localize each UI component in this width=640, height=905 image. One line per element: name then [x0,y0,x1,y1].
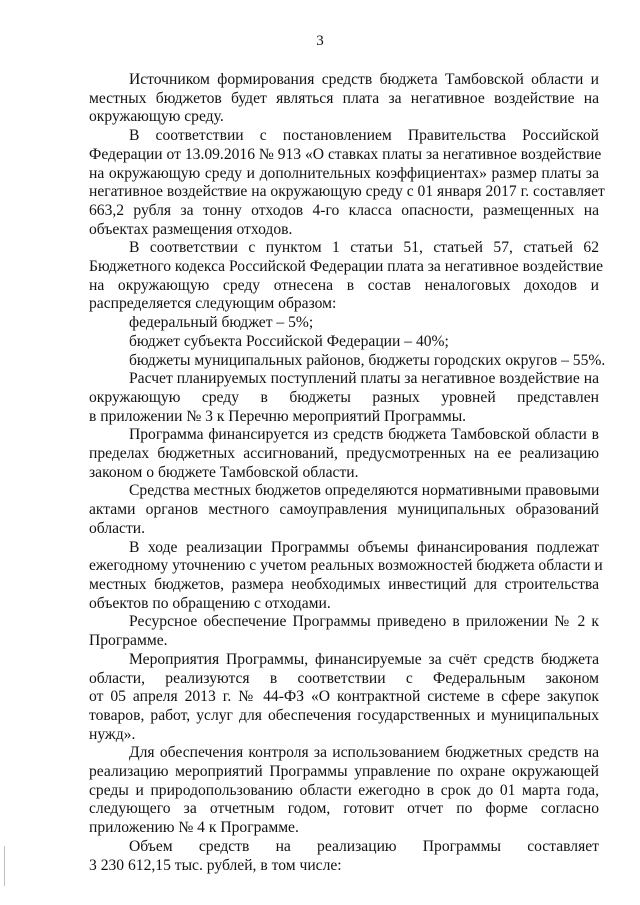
text-line: Средства местных бюджетов определяются нормативными правовыми [129,482,600,500]
paragraph [89,651,599,745]
paragraph [89,127,605,239]
list-item: бюджеты муниципальных районов, бюджеты городских округов – 55%. [129,351,606,369]
text-line: негативное воздействие на окружающую среду с 01 января 2017 г. составляет [89,183,605,201]
text-line: реализацию мероприятий Программы управление по охране окружающей [89,763,599,781]
text-line: В соответствии с постановлением Правительства Российской [129,127,599,145]
text-line: Источником формирования средств бюджета Тамбовской области и [129,71,599,88]
list-item: бюджет субъекта Российской Федерации – 40%; [129,332,449,350]
text-line: В соответствии с пунктом 1 статьи 51, статьей 57, статьей 62 [129,239,599,257]
text-line: товаров, работ, услуг для обеспечения государственных и муниципальных [89,706,599,724]
paragraph [89,426,599,482]
text-line: В ходе реализации Программы объемы финансирования подлежат [129,538,599,556]
text-line: Расчет планируемых поступлений платы за негативное воздействие на [129,370,599,388]
text-line: Мероприятия Программы, финансируемые за счёт средств бюджета [129,650,599,668]
text-line: следующего за отчетным годом, готовит отчет по форме согласно [89,800,599,818]
text-line: пределах бюджетных ассигнований, предусмотренных на ее реализацию [89,445,599,463]
text-line: Программа финансируется из средств бюджета Тамбовской области в [129,426,599,444]
paragraph [89,613,599,650]
text-line: Для обеспечения контроля за использованием бюджетных средств на [129,744,599,762]
paragraph [89,370,599,426]
text-line: ежегодному уточнению с учетом реальных возможностей бюджета области и [89,557,603,575]
text-line: Программе. [89,632,168,650]
text-line: законом о бюджете Тамбовской области. [89,463,359,481]
text-line: приложению № 4 к Программе. [89,819,299,837]
text-line: Объем средств на реализацию Программы составляет [129,837,599,855]
text-line: 663,2 рубля за тонну отходов 4-го класса опасности, размещенных на [89,201,599,219]
text-line: на окружающую среду отнесена в состав неналоговых доходов и [89,276,599,294]
text-line: распределяется следующим образом: [89,295,337,313]
distribution-list [89,314,606,370]
text-line: Федерации от 13.09.2016 № 913 «О ставках платы за негативное воздействие [89,145,602,163]
text-line: от 05 апреля 2013 г. № 44-ФЗ «О контрактной системе в сфере закупок [89,688,599,706]
list-item: федеральный бюджет – 5%; [129,314,314,332]
text-line: области, реализуются в соответствии с Федеральным законом [89,669,599,687]
paragraph [89,538,603,614]
text-line: окружающую среду в бюджеты разных уровней представлен [89,388,599,406]
text-line: объектов по обращению с отходами. [89,594,331,612]
text-line: местных бюджетов, размера необходимых инвестиций для строительства [89,575,599,593]
text-line: окружающую среду. [89,108,224,126]
paragraph [89,239,604,314]
paragraph [89,482,599,538]
text-line: на окружающую среду и дополнительных коэффициентах» размер платы за [89,164,599,182]
text-line: актами органов местного самоуправления муниципальных образований [89,501,599,519]
text-line: области. [89,519,146,537]
paragraph [89,838,599,875]
text-line: местных бюджетов будет являться плата за негативное воздействие на [89,89,599,107]
text-line: в приложении № 3 к Перечню мероприятий Программы. [89,407,467,425]
document-body [89,71,606,875]
text-line: Бюджетного кодекса Российской Федерации плата за негативное воздействие [89,258,604,276]
scan-edge-mark [4,846,5,886]
page-number: 3 [316,33,324,49]
paragraph [89,744,599,838]
text-line: среды и природопользованию области ежегодно в срок до 01 марта года, [89,781,599,799]
text-line: нужд». [89,725,136,743]
paragraph [89,71,599,127]
text-line: 3 230 612,15 тыс. рублей, в том числе: [89,856,342,874]
text-line: Ресурсное обеспечение Программы приведено в приложении № 2 к [129,613,599,631]
text-line: объектах размещения отходов. [89,220,293,238]
